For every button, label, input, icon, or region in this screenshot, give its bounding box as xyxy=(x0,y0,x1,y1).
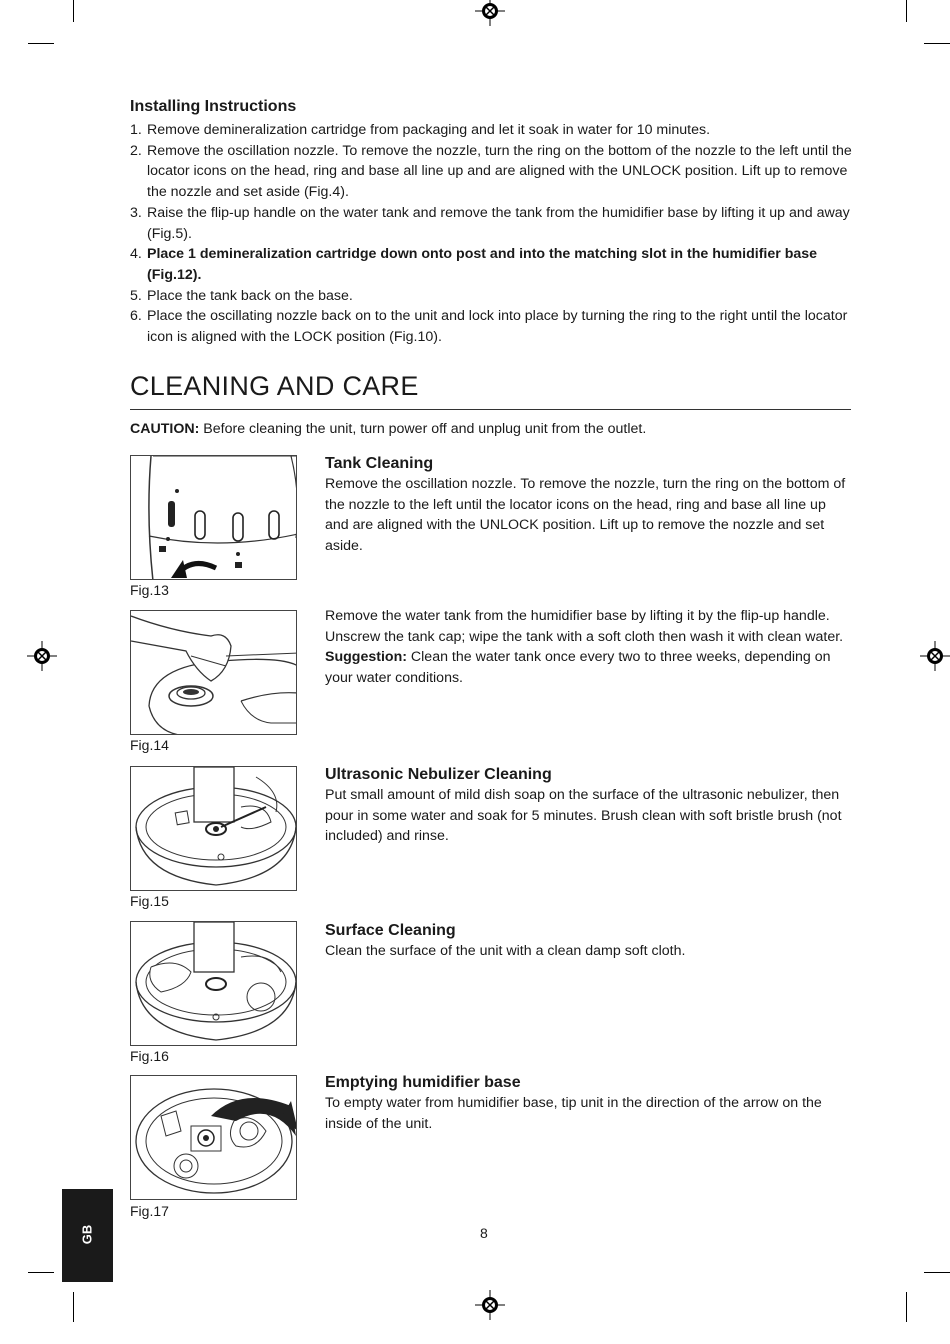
block-text: Remove the water tank from the humidifier base by lifting it by the flip-up handle. Unscrew the tank cap; wipe the tank with a soft cloth then wash it with clean water. xyxy=(325,608,844,645)
suggestion-note: Suggestion: Clean the water tank once every two to three weeks, depending on your water conditions. xyxy=(325,649,831,687)
nebulizer-brush-illustration xyxy=(130,766,297,891)
block-heading: Surface Cleaning xyxy=(325,922,456,939)
tank-cleaning-illustration xyxy=(130,610,297,735)
list-item: 3. Raise the flip-up handle on the water tank and remove the tank from the humidifier base by lifting it up and away (Fig.5). xyxy=(130,204,850,242)
block-heading: Tank Cleaning xyxy=(325,455,434,472)
section-title: CLEANING AND CARE xyxy=(130,371,419,401)
divider xyxy=(130,409,851,410)
registration-mark-icon xyxy=(475,1290,505,1320)
list-item: 6. Place the oscillating nozzle back on to the unit and lock into place by turning the ring to the right until the locator icon is aligned with the LOCK position (Fig.10). xyxy=(130,308,848,346)
surface-cleaning-illustration xyxy=(130,921,297,1046)
block-text: To empty water from humidifier base, tip unit in the direction of the arrow on the inside of the unit. xyxy=(325,1095,822,1132)
language-tab: GB xyxy=(62,1189,113,1282)
block-text: Put small amount of mild dish soap on the surface of the ultrasonic nebulizer, then pour in some water and soak for 5 minutes. Brush clean with soft bristle brush (not included) and rinse. xyxy=(325,787,842,845)
crop-mark xyxy=(906,1292,907,1322)
figure-caption: Fig.17 xyxy=(130,1203,169,1219)
page-number: 8 xyxy=(480,1225,488,1241)
list-item: 5. Place the tank back on the base. xyxy=(130,287,353,304)
crop-mark xyxy=(924,43,950,44)
registration-mark-icon xyxy=(920,641,950,671)
crop-mark xyxy=(73,0,74,22)
block-text: Clean the surface of the unit with a clean damp soft cloth. xyxy=(325,943,686,959)
installing-list xyxy=(130,120,852,348)
registration-mark-icon xyxy=(475,0,505,26)
crop-mark xyxy=(906,0,907,22)
figure-caption: Fig.15 xyxy=(130,893,169,909)
caution-note: CAUTION: Before cleaning the unit, turn power off and unplug unit from the outlet. xyxy=(130,421,647,437)
emptying-base-block xyxy=(325,1072,853,1134)
crop-mark xyxy=(924,1272,950,1273)
tank-cleaning-block xyxy=(325,453,853,557)
block-heading: Ultrasonic Nebulizer Cleaning xyxy=(325,766,552,783)
installing-title: Installing Instructions xyxy=(130,98,297,115)
list-item: 1. Remove demineralization cartridge from packaging and let it soak in water for 10 minutes. xyxy=(130,122,711,138)
figure-caption: Fig.14 xyxy=(130,737,169,753)
figure-caption: Fig.13 xyxy=(130,582,169,598)
registration-mark-icon xyxy=(27,641,57,671)
list-item: 2. Remove the oscillation nozzle. To remove the nozzle, turn the ring on the bottom of the nozzle to the left until the locator icons on the head, ring and base all line up and are aligned with the UNLOCK position. Lift up to remove the nozzle and set aside (Fig.4). xyxy=(130,142,852,201)
crop-mark xyxy=(28,1272,54,1273)
list-item: 4. Place 1 demineralization cartridge down onto post and into the matching slot in the humidifier base (Fig.12). xyxy=(130,246,818,283)
crop-mark xyxy=(73,1292,74,1322)
nozzle-unlock-illustration xyxy=(130,455,297,580)
emptying-base-illustration xyxy=(130,1075,297,1200)
block-text: Remove the oscillation nozzle. To remove the nozzle, turn the ring on the bottom of the nozzle to the left until the locator icons on the head, ring and base all line up and are aligned with the UNLOCK position. Lift up to remove the nozzle and set aside. xyxy=(325,476,846,555)
crop-mark xyxy=(28,43,54,44)
tank-cleaning-block-2 xyxy=(325,606,853,689)
figure-caption: Fig.16 xyxy=(130,1048,169,1064)
block-heading: Emptying humidifier base xyxy=(325,1074,521,1091)
nebulizer-cleaning-block xyxy=(325,764,853,847)
surface-cleaning-block xyxy=(325,920,853,962)
